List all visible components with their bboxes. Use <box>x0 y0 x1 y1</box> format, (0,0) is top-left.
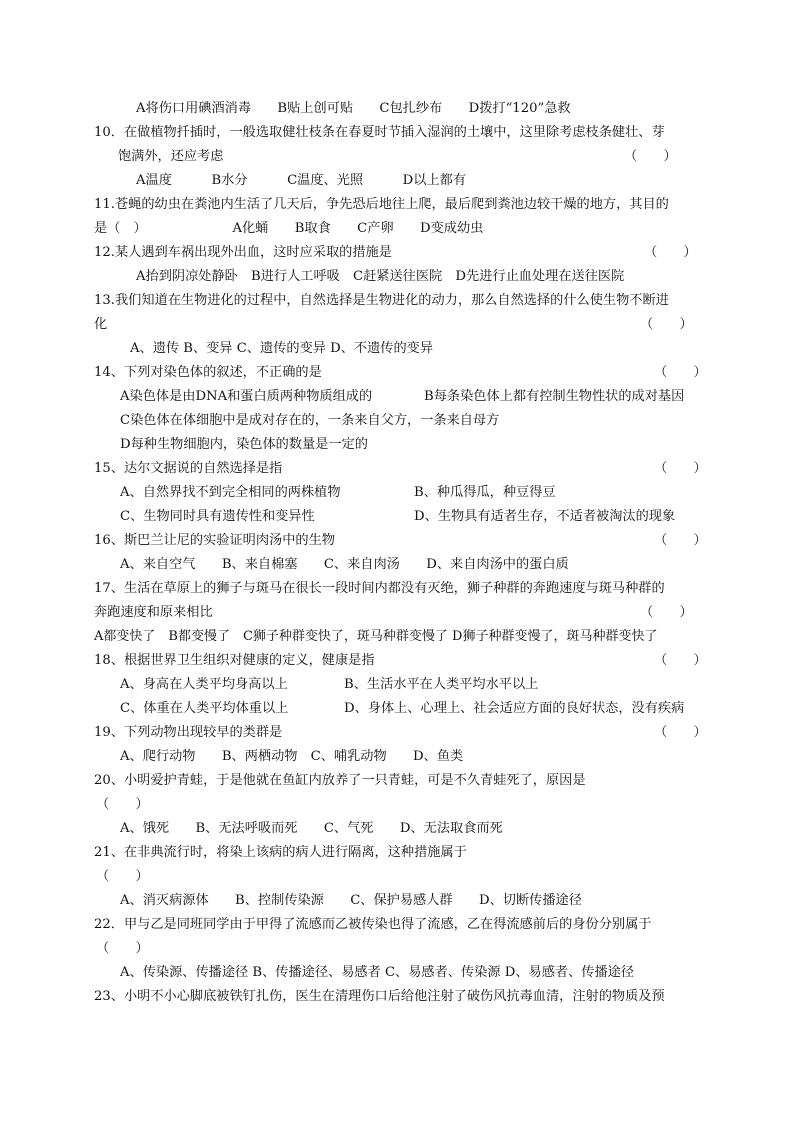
q17-stem: 17、生活在草原上的狮子与斑马在很长一段时间内都没有灭绝，狮子种群的奔跑速度与斑马种群的 <box>94 581 665 596</box>
q20-stem: 20、小明爱护青蛙，于是他就在鱼缸内放养了一只青蛙，可是不久青蛙死了，原因是 <box>94 773 586 788</box>
q12-options: A抬到阴凉处静卧 B进行人工呼吸 C赶紧送往医院 D先进行止血处理在送往医院 <box>136 269 625 284</box>
q19-answer-blank: （ ） <box>654 725 707 740</box>
q16-answer-blank: （ ） <box>654 533 707 548</box>
q14-option-b: B每条染色体上都有控制生物性状的成对基因 <box>424 389 685 404</box>
q14-answer-blank: （ ） <box>654 365 707 380</box>
q18-answer-blank: （ ） <box>654 653 707 668</box>
q15-stem: 15、达尔文据说的自然选择是指 <box>94 461 283 476</box>
q17-stem-cont: 奔跑速度和原来相比 <box>94 605 213 620</box>
q18-stem: 18、根据世界卫生组织对健康的定义，健康是指 <box>94 653 375 668</box>
q9-options: A将伤口用碘酒消毒 B贴上创可贴 C包扎纱布 D拨打“120”急救 <box>136 101 571 116</box>
q12-answer-blank: （ ） <box>644 245 697 260</box>
q18-option-a: A、身高在人类平均身高以上 <box>120 677 288 692</box>
q11-stem: 11.苍蝇的幼虫在粪池内生活了几天后，争先恐后地往上爬，最后爬到粪池边较干燥的地方，其目的 <box>94 197 669 212</box>
q23-stem: 23、小明不小心脚底被铁钉扎伤，医生在清理伤口后给他注射了破伤风抗毒血清，注射的物质及预 <box>94 989 665 1004</box>
q14-option-a: A染色体是由DNA和蛋白质两种物质组成的 <box>120 389 373 404</box>
q10-options: A温度 B水分 C温度、光照 D以上都有 <box>136 173 467 188</box>
q22-options: A、传染源、传播途径 B、传播途径、易感者 C、易感者、传染源 D、易感者、传播途径 <box>120 965 635 980</box>
q19-options: A、爬行动物 B、两栖动物 C、哺乳动物 D、鱼类 <box>120 749 464 764</box>
q16-stem: 16、斯巴兰让尼的实验证明肉汤中的生物 <box>94 533 335 548</box>
q10-stem-cont: 饱满外，还应考虑 <box>118 149 224 164</box>
q20-answer-blank: （ ） <box>96 797 149 812</box>
q22-answer-blank: （ ） <box>96 941 149 956</box>
q21-options: A、消灭病源体 B、控制传染源 C、保护易感人群 D、切断传播途径 <box>120 893 582 908</box>
q10-stem: 10．在做植物扦插时，一般选取健壮枝条在春夏时节插入湿润的土壤中，这里除考虑枝条健壮、芽 <box>94 125 665 140</box>
q14-option-d: D每种生物细胞内，染色体的数量是一定的 <box>120 437 368 452</box>
q15-option-d: D、生物具有适者生存，不适者被淘汰的现象 <box>414 509 676 524</box>
q22-stem: 22．甲与乙是同班同学由于甲得了流感而乙被传染也得了流感，乙在得流感前后的身份分别属于 <box>94 917 652 932</box>
q19-stem: 19、下列动物出现较早的类群是 <box>94 725 283 740</box>
q17-options: A都变快了 B都变慢了 C狮子种群变快了，斑马种群变慢了 D狮子种群变慢了，斑马种群变快了 <box>94 629 658 644</box>
q21-answer-blank: （ ） <box>96 869 149 884</box>
q12-stem: 12.某人遇到车祸出现外出血，这时应采取的措施是 <box>94 245 392 260</box>
q13-stem: 13.我们知道在生物进化的过程中，自然选择是生物进化的动力，那么自然选择的什么使生物不断进 <box>94 293 669 308</box>
q15-answer-blank: （ ） <box>654 461 707 476</box>
q13-answer-blank: （ ） <box>640 317 693 332</box>
q18-option-c: C、体重在人类平均体重以上 <box>120 701 289 716</box>
q20-options: A、饿死 B、无法呼吸而死 C、气死 D、无法取食而死 <box>120 821 503 836</box>
q14-option-c: C染色体在体细胞中是成对存在的，一条来自父方，一条来自母方 <box>120 413 500 428</box>
q16-options: A、来自空气 B、来自棉塞 C、来自肉汤 D、来自肉汤中的蛋白质 <box>120 557 569 572</box>
q18-option-d: D、身体上、心理上、社会适应方面的良好状态，没有疾病 <box>344 701 685 716</box>
q11-stem-cont: 是（ ） A化蛹 B取食 C产卵 D变成幼虫 <box>94 221 484 236</box>
q14-stem: 14、下列对染色体的叙述，不正确的是 <box>94 365 322 380</box>
q15-option-a: A、自然界找不到完全相同的两株植物 <box>120 485 341 500</box>
q13-stem-cont: 化 <box>94 317 108 332</box>
q13-options: A、遗传 B、变异 C、遗传的变异 D、不遗传的变异 <box>130 341 434 356</box>
q18-option-b: B、生活水平在人类平均水平以上 <box>344 677 539 692</box>
q10-answer-blank: （ ） <box>624 149 677 164</box>
q15-option-c: C、生物同时具有遗传性和变异性 <box>120 509 315 524</box>
q21-stem: 21、在非典流行时，将染上该病的病人进行隔离，这种措施属于 <box>94 845 467 860</box>
q15-option-b: B、种瓜得瓜，种豆得豆 <box>414 485 556 500</box>
q17-answer-blank: （ ） <box>640 605 693 620</box>
